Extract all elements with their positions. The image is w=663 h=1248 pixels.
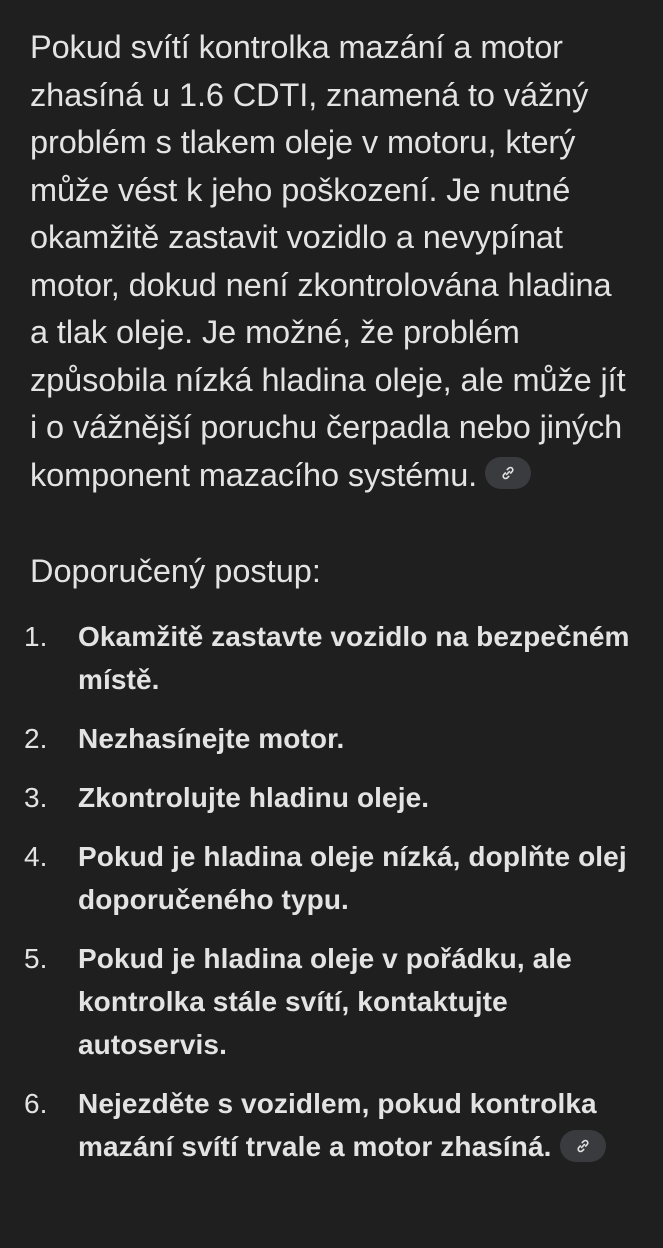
step-text: Pokud je hladina oleje v pořádku, ale kontrolka stále svítí, kontaktujte autoservis. (78, 943, 572, 1060)
procedure-list (24, 615, 631, 1168)
step-number: 1. (24, 621, 48, 652)
step-text: Pokud je hladina oleje nízká, doplňte olej doporučeného typu. (78, 841, 627, 915)
procedure-heading: Doporučený postup: (30, 553, 321, 589)
step-number: 4. (24, 841, 48, 872)
step-text: Okamžitě zastavte vozidlo na bezpečném místě. (78, 621, 630, 695)
intro-paragraph (30, 24, 631, 499)
step-text: Zkontrolujte hladinu oleje. (78, 782, 430, 813)
step-number: 3. (24, 782, 48, 813)
procedure-step-2 (24, 717, 631, 760)
procedure-step-5 (24, 937, 631, 1066)
procedure-step-6 (24, 1082, 631, 1168)
procedure-step-1 (24, 615, 631, 701)
intro-text: Pokud svítí kontrolka mazání a motor zhasíná u 1.6 CDTI, znamená to vážný problém s tlakem oleje v motoru, který může vést k jeho poškození. Je nutné okamžitě zastavit vozidlo a nevypínat motor, dokud není zkontrolována hladina a tlak oleje. Je možné, že problém způsobila nízká hladina oleje, ale může jít i o vážnější poruchu čerpadla nebo jiných komponent mazacího systému. (30, 29, 626, 493)
step-number: 5. (24, 943, 48, 974)
step-text: Nejezděte s vozidlem, pokud kontrolka mazání svítí trvale a motor zhasíná. (78, 1088, 597, 1162)
link-icon (500, 465, 516, 481)
link-icon (575, 1138, 591, 1154)
procedure-step-3 (24, 776, 631, 819)
step-text: Nezhasínejte motor. (78, 723, 345, 754)
step-number: 2. (24, 723, 48, 754)
source-link-chip[interactable] (485, 457, 531, 489)
step-number: 6. (24, 1088, 48, 1119)
procedure-step-4 (24, 835, 631, 921)
source-link-chip[interactable] (560, 1130, 606, 1162)
